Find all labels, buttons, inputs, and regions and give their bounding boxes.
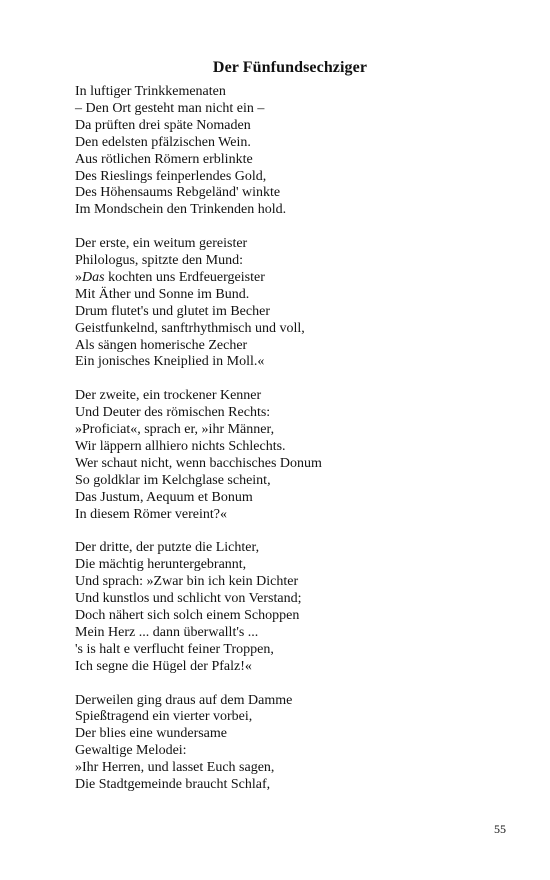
poem-line: Wir läppern allhiero nichts Schlechts. — [75, 439, 286, 454]
poem-line: In diesem Römer vereint?« — [75, 506, 228, 522]
poem-line: Derweilen ging draus auf dem Damme — [75, 692, 293, 708]
poem-line: Die Stadtgemeinde braucht Schlaf, — [75, 777, 271, 793]
poem-line: Im Mondschein den Trinkenden hold. — [75, 202, 287, 218]
poem-body — [75, 84, 515, 811]
poem-line: »Das kochten uns Erdfeuergeister — [75, 269, 265, 285]
poem-line: Des Höhensaums Rebgeländ' winkte — [75, 185, 281, 201]
poem-line: Der dritte, der putzte die Lichter, — [75, 540, 260, 556]
poem-line: Philologus, spitzte den Mund: — [75, 253, 243, 269]
poem-line: Das Justum, Aequum et Bonum — [75, 489, 253, 505]
poem-line: So goldklar im Kelchglase scheint, — [75, 472, 271, 488]
poem-line: Und kunstlos und schlicht von Verstand; — [75, 591, 302, 607]
poem-line: Geistfunkelnd, sanftrhythmisch und voll, — [75, 320, 305, 336]
poem-line: Wer schaut nicht, wenn bacchisches Donum — [75, 455, 322, 471]
poem-line: Der erste, ein weitum gereister — [75, 236, 248, 252]
poem-line: Ein jonisches Kneiplied in Moll.« — [75, 354, 265, 370]
stanza-3 — [75, 388, 515, 523]
poem-line: Da prüften drei späte Nomaden — [75, 117, 251, 133]
poem-line: Aus rötlichen Römern erblinkte — [75, 151, 253, 167]
stanza-2 — [75, 236, 515, 371]
poem-line: In luftiger Trinkkemenaten — [75, 84, 226, 99]
poem-line: »Ihr Herren, und lasset Euch sagen, — [75, 760, 275, 776]
poem-line: Mit Äther und Sonne im Bund. — [75, 286, 250, 302]
poem-line: Der blies eine wundersame — [75, 726, 227, 742]
poem-line: Den edelsten pfälzischen Wein. — [75, 134, 251, 150]
poem-line: – Den Ort gesteht man nicht ein – — [75, 100, 265, 116]
poem-line: Gewaltige Melodei: — [75, 743, 187, 759]
poem-line: Die mächtig heruntergebrannt, — [75, 557, 247, 573]
poem-line: Mein Herz ... dann überwallt's ... — [75, 624, 259, 640]
emphasis: Das — [82, 269, 105, 285]
poem-line: Des Rieslings feinperlendes Gold, — [75, 168, 267, 184]
poem-line: »Proficiat«, sprach er, »ihr Männer, — [75, 422, 275, 438]
poem-line: Spießtragend ein vierter vorbei, — [75, 709, 253, 725]
page-number: 55 — [494, 822, 506, 836]
stanza-1 — [75, 84, 515, 219]
stanza-5 — [75, 693, 515, 794]
poem-line: Ich segne die Hügel der Pfalz!« — [75, 658, 252, 674]
stanza-4 — [75, 540, 515, 675]
poem-line: Und Deuter des römischen Rechts: — [75, 405, 271, 421]
poem-line: 's is halt e verflucht feiner Troppen, — [75, 641, 274, 657]
poem-line: Der zweite, ein trockener Kenner — [75, 388, 262, 404]
poem-line: Drum flutet's und glutet im Becher — [75, 303, 270, 319]
poem-title: Der Fünfundsechziger — [212, 59, 368, 76]
poem-line: Als sängen homerische Zecher — [75, 337, 248, 353]
poem-line: Doch nähert sich solch einem Schoppen — [75, 608, 300, 624]
poem-line: Und sprach: »Zwar bin ich kein Dichter — [75, 574, 299, 590]
